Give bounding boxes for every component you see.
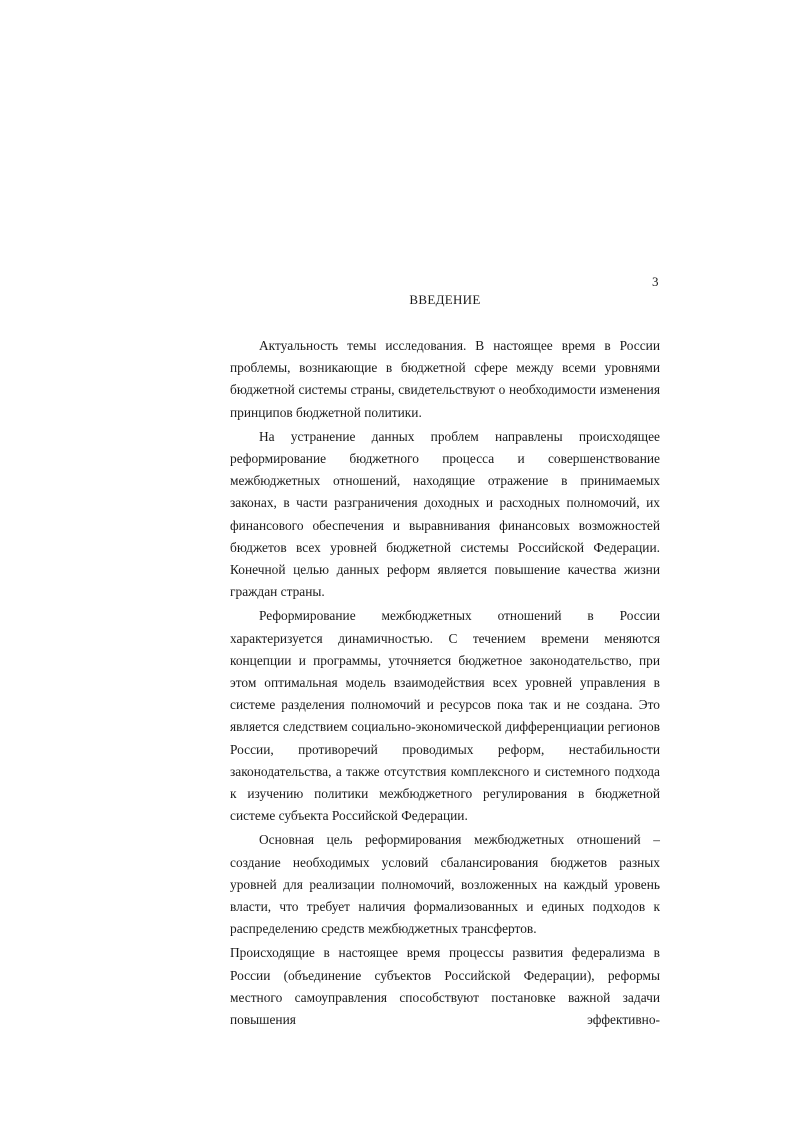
paragraph-federalism: Происходящие в настоящее время процессы развития федерализма в России (объединение субъектов Российской Федерации), реформы местного самоуправления способствуют постановке важной задачи повышения эффективно-: [230, 945, 660, 1028]
page-number: 3: [652, 274, 659, 289]
paragraph-main-goal: Основная цель реформирования межбюджетных отношений – создание необходимых условий сбалансирования бюджетов разных уровней для реализации полномочий, возложенных на каждый уровень власти, что требует наличия формализованных и единых подходов к распределению средств межбюджетных трансфертов.: [230, 832, 660, 937]
paragraph-reform-dynamics: Реформирование межбюджетных отношений в России характеризуется динамичностью. С течением времени меняются концепции и программы, уточняется бюджетное законодательство, при этом оптимальная модель взаимодействия всех уровней управления в системе разделения полномочий и ресурсов пока так и не создана. Это является следствием социально-экономической дифференциации регионов России, противоречий проводимых реформ, нестабильности законодательства, а также отсутствия комплексного и системного подхода к изучению политики межбюджетного регулирования в бюджетной системе субъекта Российской Федерации.: [230, 608, 660, 824]
section-heading: ВВЕДЕНИЕ: [409, 292, 481, 307]
paragraph-reform-goals: На устранение данных проблем направлены происходящее реформирование бюджетного процесса и совершенствование межбюджетных отношений, находящие отражение в принимаемых законах, в части разграничения доходных и расходных полномочий, их финансового обеспечения и выравнивания финансовых возможностей бюджетов всех уровней бюджетной системы Российской Федерации. Конечной целью данных реформ является повышение качества жизни граждан страны.: [230, 428, 660, 600]
body-text: [230, 335, 660, 1031]
paragraph-relevance: Актуальность темы исследования. В настоящее время в России проблемы, возникающие в бюджетной сфере между всеми уровнями бюджетной системы страны, свидетельствуют о необходимости изменения принципов бюджетной политики.: [230, 338, 660, 420]
